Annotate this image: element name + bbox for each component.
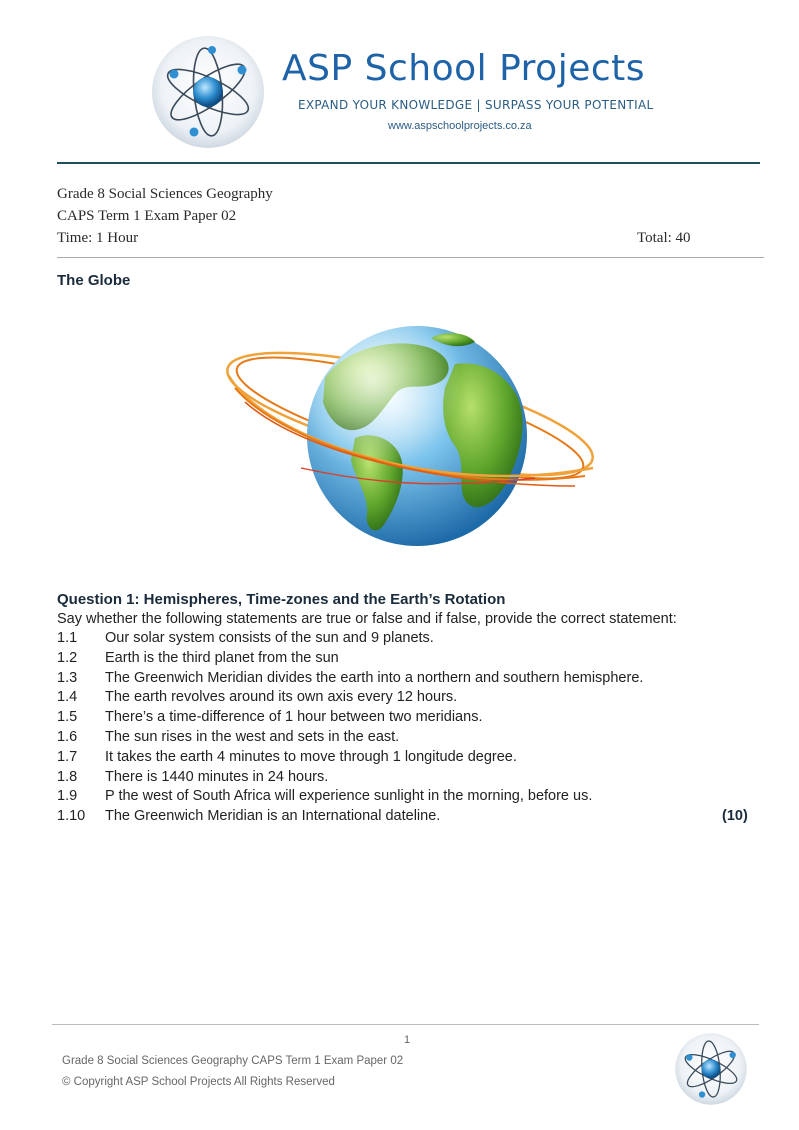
item-number: 1.1 bbox=[57, 630, 78, 646]
item-text: Our solar system consists of the sun and 9 planets. bbox=[105, 630, 434, 646]
meta-divider bbox=[57, 257, 764, 258]
atom-logo bbox=[150, 34, 266, 150]
question-item bbox=[57, 650, 757, 670]
question-title: Question 1: Hemispheres, Time-zones and the Earth’s Rotation bbox=[57, 591, 506, 608]
footer-paper-name: Grade 8 Social Sciences Geography CAPS Term 1 Exam Paper 02 bbox=[62, 1055, 404, 1067]
header-divider bbox=[57, 162, 760, 164]
footer-atom-logo bbox=[674, 1032, 748, 1106]
footer-copyright: © Copyright ASP School Projects All Rights Reserved bbox=[62, 1076, 335, 1088]
item-text: The earth revolves around its own axis every 12 hours. bbox=[105, 689, 458, 706]
question-marks: (10) bbox=[722, 808, 748, 824]
question-item bbox=[57, 749, 757, 769]
time-line: Time: 1 Hour bbox=[57, 230, 139, 246]
footer-divider bbox=[52, 1024, 759, 1025]
item-text: P the west of South Africa will experience sunlight in the morning, before us. bbox=[105, 788, 593, 805]
question-item bbox=[57, 788, 757, 808]
brand-url: www.aspschoolprojects.co.za bbox=[388, 120, 532, 132]
section-heading: The Globe bbox=[57, 272, 131, 289]
item-number: 1.2 bbox=[57, 649, 78, 666]
question-item bbox=[57, 808, 757, 828]
page-number: 1 bbox=[404, 1034, 411, 1046]
globe-illustration bbox=[205, 318, 605, 558]
total-marks: Total: 40 bbox=[637, 230, 691, 246]
item-text: There is 1440 minutes in 24 hours. bbox=[105, 768, 329, 785]
item-text: The Greenwich Meridian divides the earth into a northern and southern hemisphere. bbox=[105, 669, 644, 686]
item-text: There’s a time-difference of 1 hour between two meridians. bbox=[105, 709, 483, 726]
item-number: 1.9 bbox=[57, 788, 78, 805]
question-item bbox=[57, 729, 757, 749]
item-number: 1.5 bbox=[57, 709, 78, 726]
question-item bbox=[57, 709, 757, 729]
item-text: It takes the earth 4 minutes to move through 1 longitude degree. bbox=[105, 748, 517, 765]
item-number: 1.7 bbox=[57, 748, 78, 765]
brand-title: ASP School Projects bbox=[282, 48, 646, 89]
item-number: 1.3 bbox=[57, 669, 78, 686]
question-item bbox=[57, 670, 757, 690]
brand-tagline: EXPAND YOUR KNOWLEDGE | SURPASS YOUR POTENTIAL bbox=[298, 98, 654, 112]
item-text: The sun rises in the west and sets in the east. bbox=[105, 728, 400, 745]
question-item bbox=[57, 769, 757, 789]
item-text: Earth is the third planet from the sun bbox=[105, 649, 339, 666]
subject-line: Grade 8 Social Sciences Geography bbox=[57, 186, 273, 202]
item-number: 1.10 bbox=[57, 808, 86, 825]
item-number: 1.6 bbox=[57, 728, 78, 745]
question-item bbox=[57, 630, 757, 650]
question-item bbox=[57, 689, 757, 709]
exam-line: CAPS Term 1 Exam Paper 02 bbox=[57, 208, 237, 224]
question-instruction: Say whether the following statements are true or false and if false, provide the correct statement: bbox=[57, 611, 677, 627]
item-text: The Greenwich Meridian is an International dateline. bbox=[105, 808, 441, 825]
question-list bbox=[57, 630, 757, 828]
item-number: 1.8 bbox=[57, 768, 78, 785]
item-number: 1.4 bbox=[57, 689, 78, 706]
